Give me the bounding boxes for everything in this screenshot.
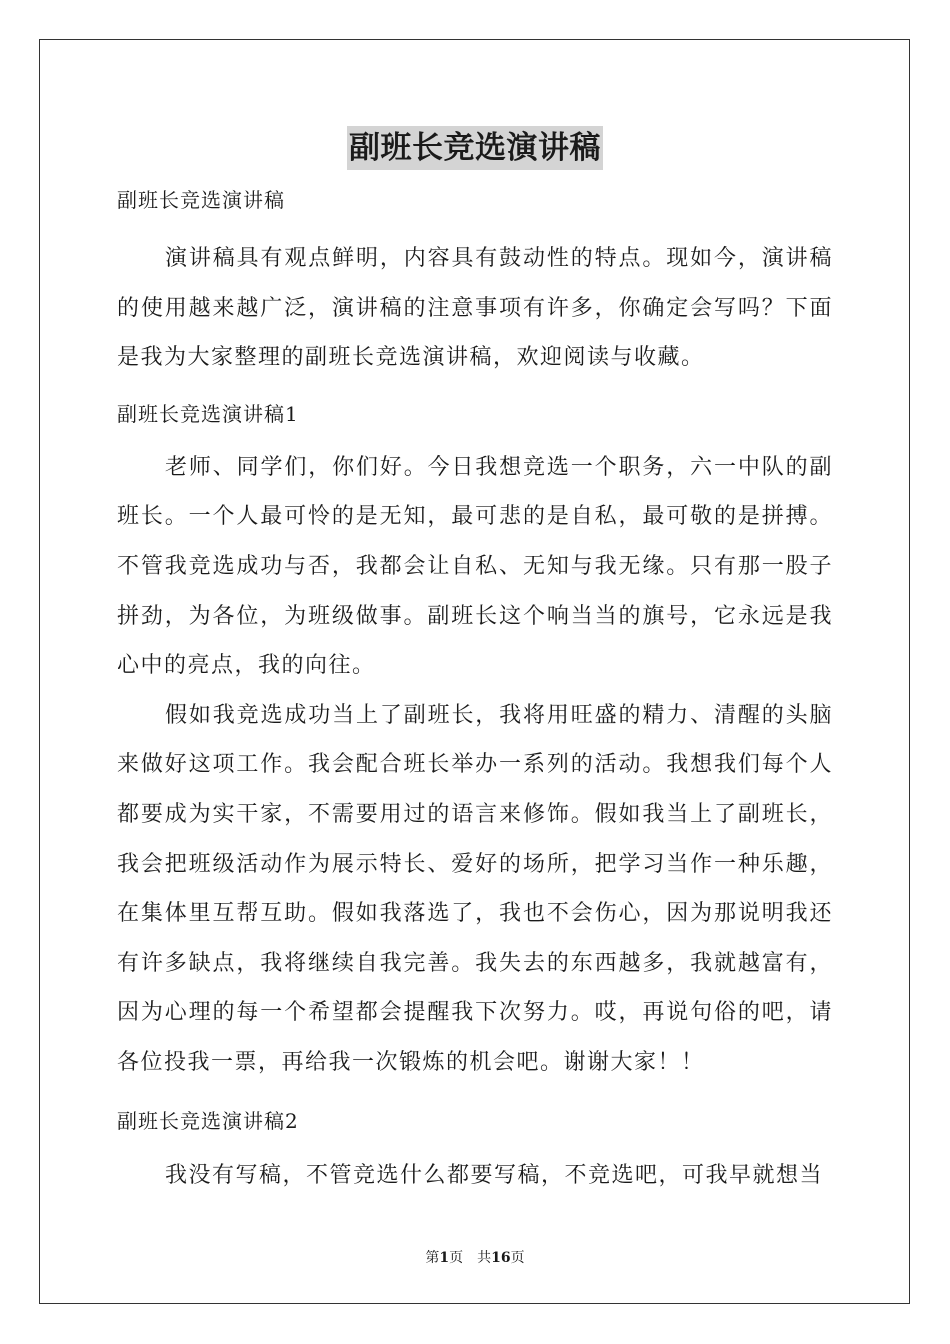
section-1-paragraph-1: 老师、同学们，你们好。今日我想竞选一个职务，六一中队的副班长。一个人最可怜的是无知，最可悲的是自私，最可敬的是拼搏。不管我竞选成功与否，我都会让自私、无知与我无缘。只有那一股子拼劲，为各位，为班级做事。副班长这个响当当的旗号，它永远是我心中的亮点，我的向往。: [117, 454, 833, 679]
section-1-heading: 副班长竞选演讲稿1: [117, 401, 299, 426]
page-suffix: 页: [449, 1250, 464, 1266]
intro-paragraph: 演讲稿具有观点鲜明，内容具有鼓动性的特点。现如今，演讲稿的使用越来越广泛，演讲稿的注意事项有许多，你确定会写吗？下面是我为大家整理的副班长竞选演讲稿，欢迎阅读与收藏。: [117, 246, 833, 371]
document-body: [117, 180, 833, 1200]
intro-heading: 副班长竞选演讲稿: [117, 188, 285, 212]
page-footer: [0, 1248, 950, 1268]
total-pages: 16: [491, 1250, 511, 1266]
page-prefix: 第: [425, 1250, 440, 1266]
section-2-heading: 副班长竞选演讲稿2: [117, 1108, 299, 1133]
section-2-paragraph-1: 我没有写稿，不管竞选什么都要写稿，不竞选吧，可我早就想当: [165, 1162, 824, 1188]
total-prefix: 共: [477, 1250, 492, 1266]
section-1-paragraph-2: 假如我竞选成功当上了副班长，我将用旺盛的精力、清醒的头脑来做好这项工作。我会配合班长举办一系列的活动。我想我们每个人都要成为实干家，不需要用过的语言来修饰。假如我当上了副班长，我会把班级活动作为展示特长、爱好的场所，把学习当作一种乐趣，在集体里互帮互助。假如我落选了，我也不会伤心，因为那说明我还有许多缺点，我将继续自我完善。我失去的东西越多，我就越富有，因为心理的每一个希望都会提醒我下次努力。哎，再说句俗的吧，请各位投我一票，再给我一次锻炼的机会吧。谢谢大家！！: [117, 702, 833, 1075]
document-title: 副班长竞选演讲稿: [347, 126, 603, 170]
total-suffix: 页: [510, 1250, 525, 1266]
title-container: [0, 126, 950, 170]
page-number: 1: [439, 1250, 450, 1266]
